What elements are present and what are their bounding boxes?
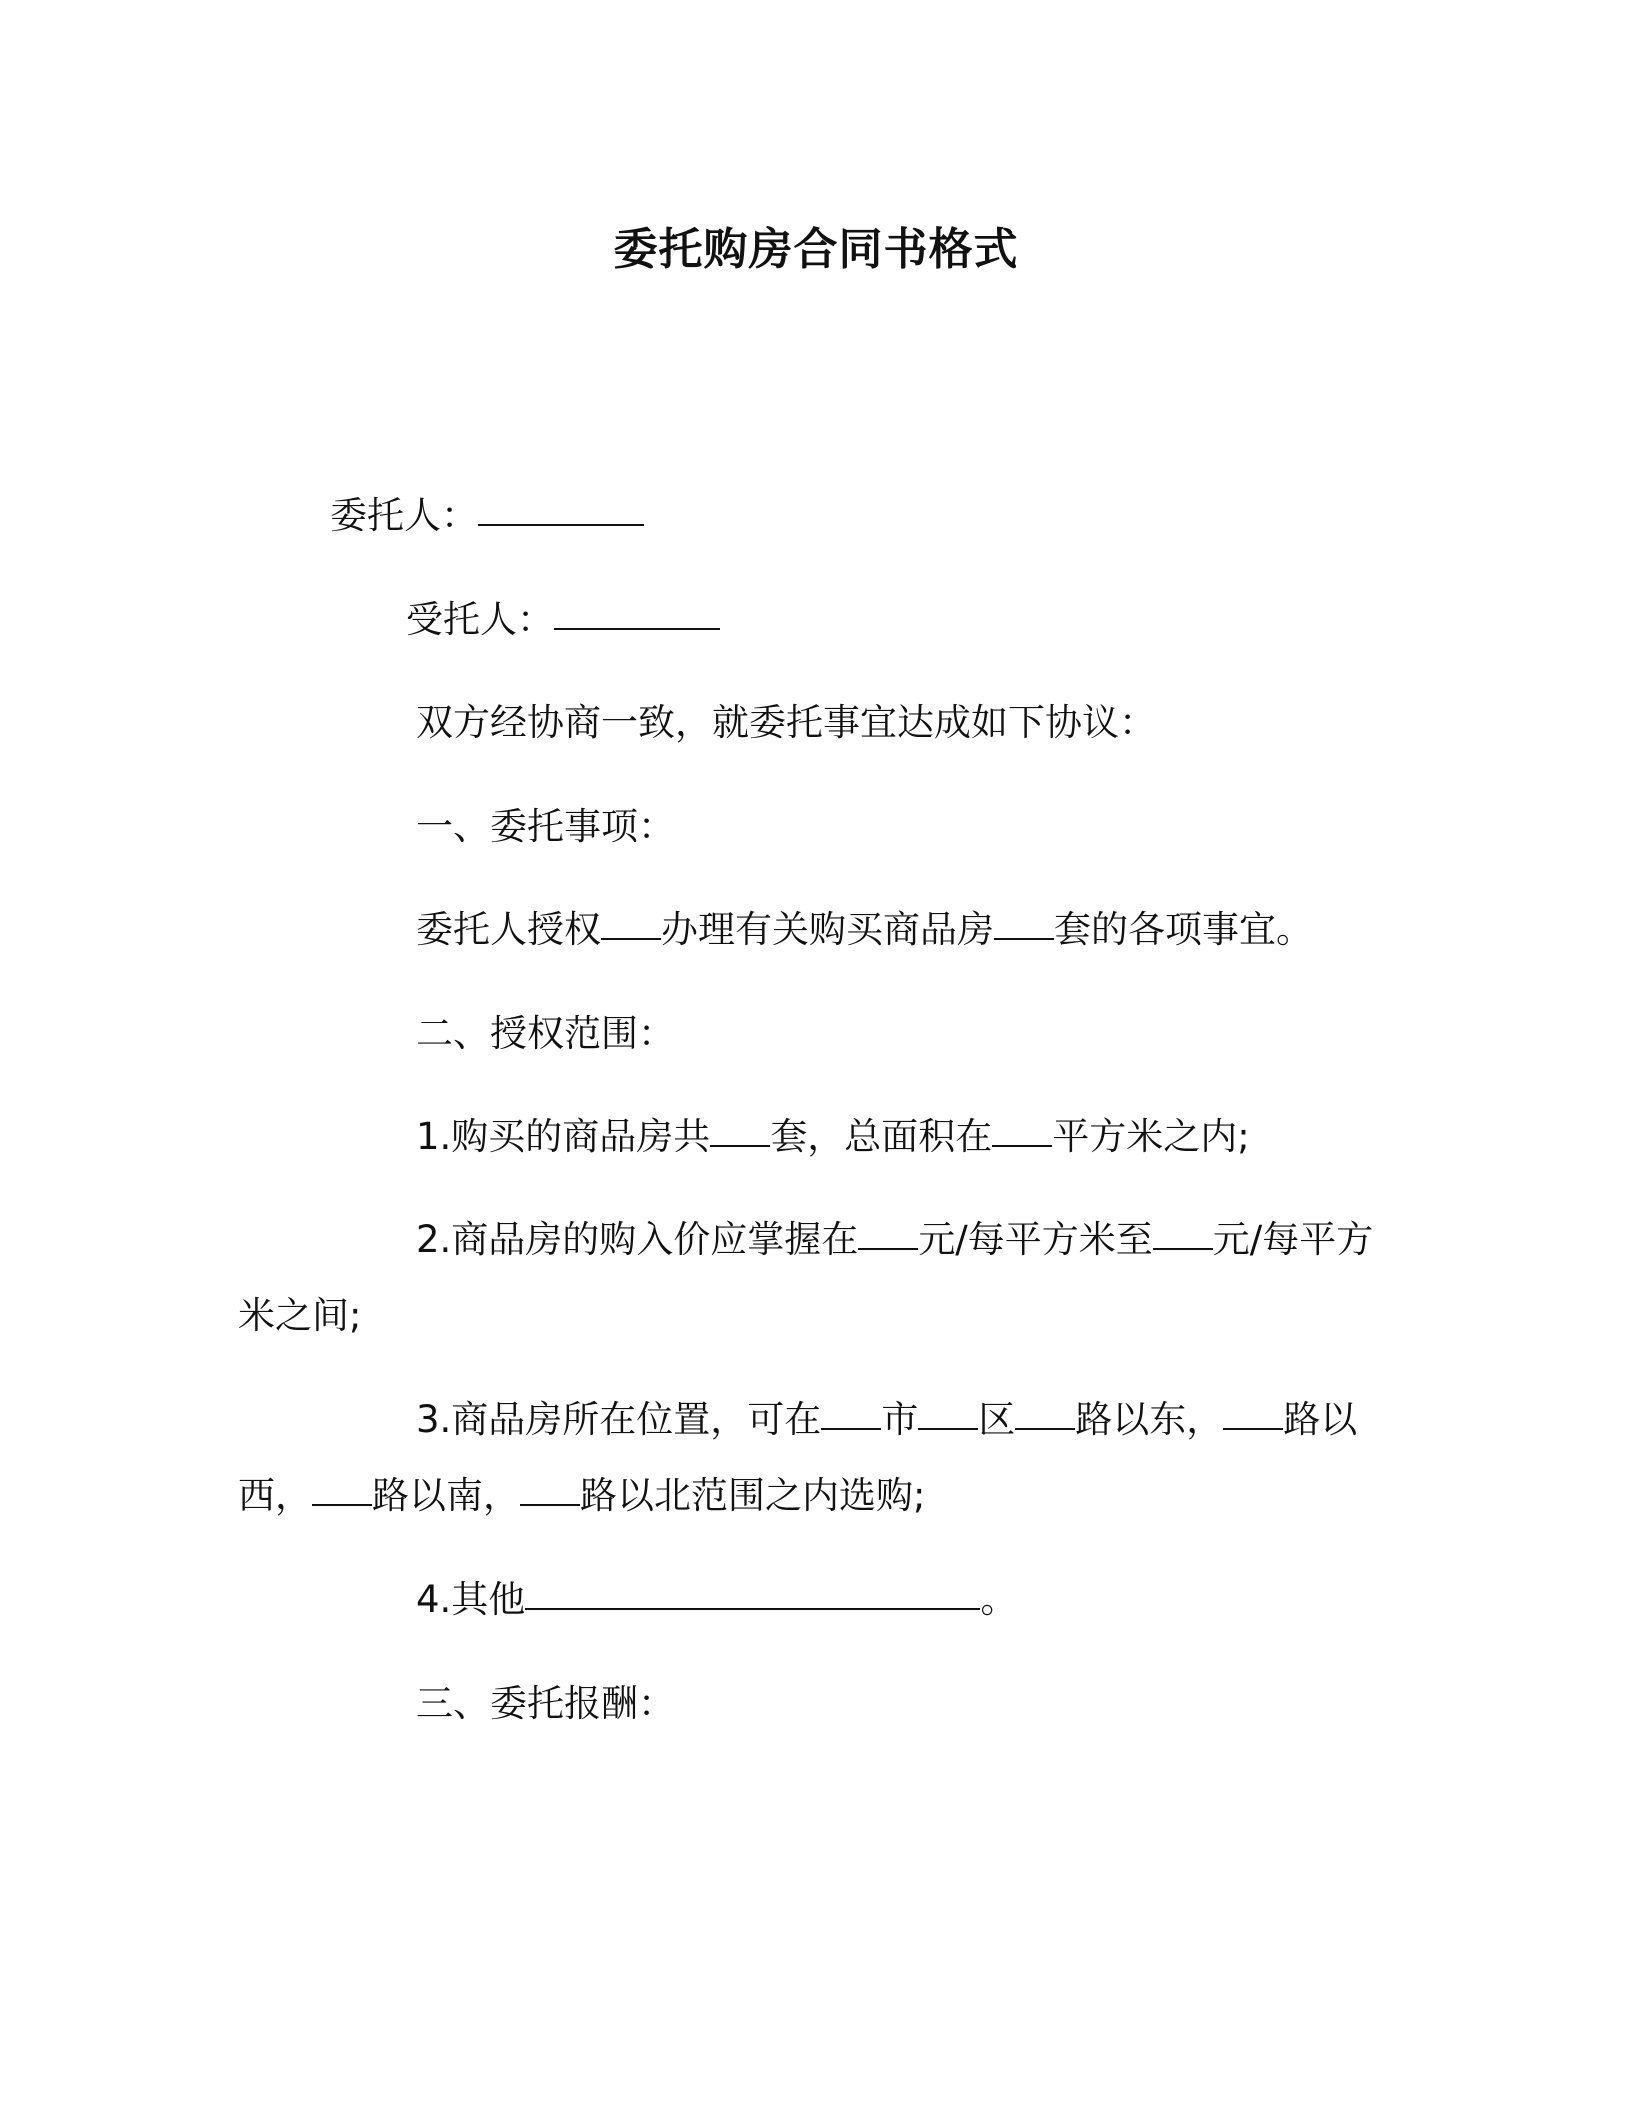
item1-part: 1.购买的商品房共 [416, 1115, 711, 1158]
item2-part: 元/每平方 [1212, 1218, 1374, 1261]
item2 [416, 1216, 1373, 1264]
blank [520, 1470, 580, 1506]
principal-label: 委托人： [330, 494, 478, 537]
blank [1015, 1394, 1075, 1430]
blank [994, 904, 1054, 940]
blank [710, 1111, 770, 1147]
item3-part: 3.商品房所在位置，可在 [416, 1398, 822, 1441]
blank [312, 1470, 372, 1506]
item1-part: 平方米之内; [1052, 1115, 1250, 1158]
item3-cont-part: 路以北范围之内选购; [580, 1474, 926, 1517]
blank [1153, 1214, 1213, 1250]
item4 [416, 1576, 1017, 1624]
document-title: 委托购房合同书格式 [613, 224, 1019, 275]
principal-blank [478, 490, 644, 526]
section1-text-part: 套的各项事宜。 [1054, 908, 1313, 951]
section1-text-part: 委托人授权 [416, 908, 601, 951]
blank [821, 1394, 881, 1430]
intro-paragraph: 双方经协商一致，就委托事宜达成如下协议： [416, 701, 1156, 744]
item4-part: 4.其他 [416, 1578, 526, 1621]
blank [858, 1214, 918, 1250]
item3-part: 路以东， [1075, 1398, 1224, 1441]
item2-continued: 米之间; [238, 1294, 362, 1337]
section3-heading: 三、委托报酬： [416, 1682, 675, 1725]
item3-cont-part: 西， [238, 1474, 312, 1517]
item4-part: 。 [980, 1578, 1018, 1621]
item3-cont-part: 路以南， [372, 1474, 520, 1517]
item3-part: 区 [978, 1398, 1016, 1441]
principal-line [330, 492, 644, 540]
agent-blank [554, 594, 720, 630]
section2-heading: 二、授权范围： [416, 1012, 675, 1055]
blank [992, 1111, 1052, 1147]
blank [525, 1574, 980, 1610]
item3-continued [238, 1472, 925, 1520]
blank [1223, 1394, 1283, 1430]
section1-text-part: 办理有关购买商品房 [661, 908, 994, 951]
item3 [416, 1396, 1357, 1444]
item2-part: 元/每平方米至 [918, 1218, 1153, 1261]
agent-line [406, 596, 720, 644]
item1 [416, 1113, 1250, 1161]
section1-text [416, 906, 1313, 954]
item3-part: 市 [881, 1398, 919, 1441]
item2-part: 2.商品房的购入价应掌握在 [416, 1218, 859, 1261]
blank [918, 1394, 978, 1430]
section1-heading: 一、委托事项： [416, 805, 675, 848]
item1-part: 套，总面积在 [770, 1115, 993, 1158]
item3-part: 路以 [1283, 1398, 1358, 1441]
blank [601, 904, 661, 940]
agent-label: 受托人： [406, 598, 554, 641]
